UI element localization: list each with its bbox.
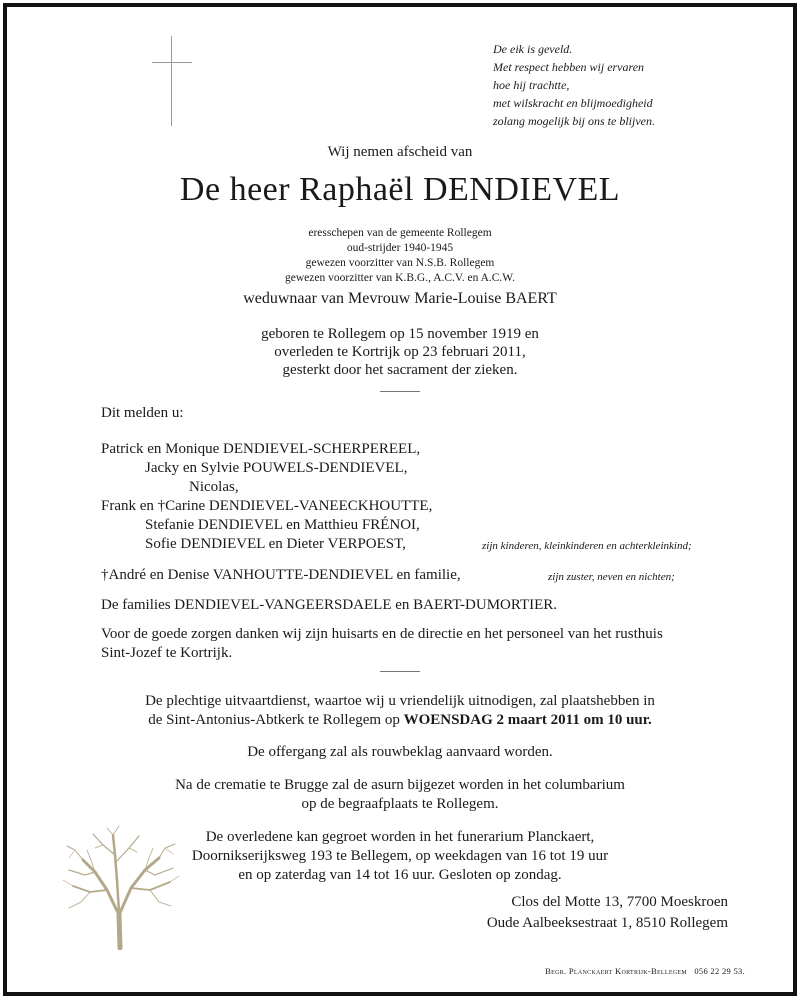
address-line: Clos del Motte 13, 7700 Moeskroen <box>511 894 728 910</box>
cremation-line: Na de crematie te Brugge zal de asurn bijgezet worden in het columbarium <box>175 777 625 793</box>
service-block <box>0 692 800 730</box>
poem <box>493 40 655 130</box>
poem-line: De eik is geveld. <box>493 42 573 56</box>
family-relation: zijn kinderen, kleinkinderen en achterkleinkind; <box>482 540 692 552</box>
family-member: Patrick en Monique DENDIEVEL-SCHERPEREEL, <box>101 441 421 457</box>
service-line <box>0 711 800 730</box>
visitation-line: Doornikserijksweg 193 te Bellegem, op weekdagen van 16 tot 19 uur <box>191 848 609 864</box>
address-line: Oude Aalbeeksestraat 1, 8510 Rollegem <box>486 915 728 931</box>
tree-icon <box>55 820 185 950</box>
thanks-block <box>101 625 663 663</box>
sibling-line: †André en Denise VANHOUTTE-DENDIEVEL en familie, <box>101 567 461 583</box>
service-church: de Sint-Antonius-Abtkerk te Rollegem op <box>148 712 404 728</box>
thanks-line: Voor de goede zorgen danken wij zijn huisarts en de directie en het personeel van het rusthuis <box>101 626 663 642</box>
birth-line: geboren te Rollegem op 15 november 1919 en <box>261 326 539 342</box>
visitation-line: De overledene kan gegroet worden in het funerarium Planckaert, <box>205 829 595 845</box>
poem-line: hoe hij trachtte, <box>493 78 570 92</box>
thanks-line: Sint-Jozef te Kortrijk. <box>101 645 233 661</box>
family-member: Frank en †Carine DENDIEVEL-VANEECKHOUTTE, <box>101 498 433 514</box>
deceased-name: De heer Raphaël DENDIEVEL <box>179 171 621 208</box>
family-member: Nicolas, <box>189 479 239 495</box>
widower-line: weduwnaar van Mevrouw Marie-Louise BAERT <box>243 290 557 307</box>
cremation-line: op de begraafplaats te Rollegem. <box>301 796 499 812</box>
titles-block <box>0 226 800 286</box>
birth-death-block <box>0 325 800 379</box>
poem-line: Met respect hebben wij ervaren <box>493 60 645 74</box>
announce-text: Dit melden u: <box>101 405 184 421</box>
offering-line: De offergang zal als rouwbeklag aanvaard worden. <box>247 744 553 760</box>
service-date: WOENSDAG 2 maart 2011 om 10 uur. <box>403 712 652 728</box>
family-member: Sofie DENDIEVEL en Dieter VERPOEST, <box>145 536 406 552</box>
title-line: eresschepen van de gemeente Rollegem <box>308 227 492 239</box>
title-line: gewezen voorzitter van K.B.G., A.C.V. en A.C.W. <box>285 272 515 284</box>
cremation-block <box>0 776 800 814</box>
footer-company: Begr. Planckaert Kortrijk-Bellegem <box>545 966 688 976</box>
sacrament-line: gesterkt door het sacrament der zieken. <box>282 362 518 378</box>
service-line: De plechtige uitvaartdienst, waartoe wij u vriendelijk uitnodigen, zal plaatshebben in <box>145 693 655 709</box>
family-member: Jacky en Sylvie POUWELS-DENDIEVEL, <box>145 460 408 476</box>
separator-line <box>380 391 420 392</box>
footer <box>545 966 745 976</box>
death-line: overleden te Kortrijk op 23 februari 2011, <box>274 344 526 360</box>
poem-line: met wilskracht en blijmoedigheid <box>493 96 653 110</box>
families-line: De families DENDIEVEL-VANGEERSDAELE en BAERT-DUMORTIER. <box>101 597 558 613</box>
title-line: oud-strijder 1940-1945 <box>346 242 454 254</box>
title-line: gewezen voorzitter van N.S.B. Rollegem <box>305 257 495 269</box>
separator-line <box>380 671 420 672</box>
family-member: Stefanie DENDIEVEL en Matthieu FRÉNOI, <box>145 517 420 533</box>
addresses-block <box>487 892 728 934</box>
intro-text: Wij nemen afscheid van <box>327 144 473 160</box>
sibling-relation: zijn zuster, neven en nichten; <box>548 571 675 583</box>
footer-phone: 056 22 29 53. <box>694 966 745 976</box>
visitation-line: en op zaterdag van 14 tot 16 uur. Gesloten op zondag. <box>238 867 562 883</box>
poem-line: zolang mogelijk bij ons te blijven. <box>493 114 655 128</box>
